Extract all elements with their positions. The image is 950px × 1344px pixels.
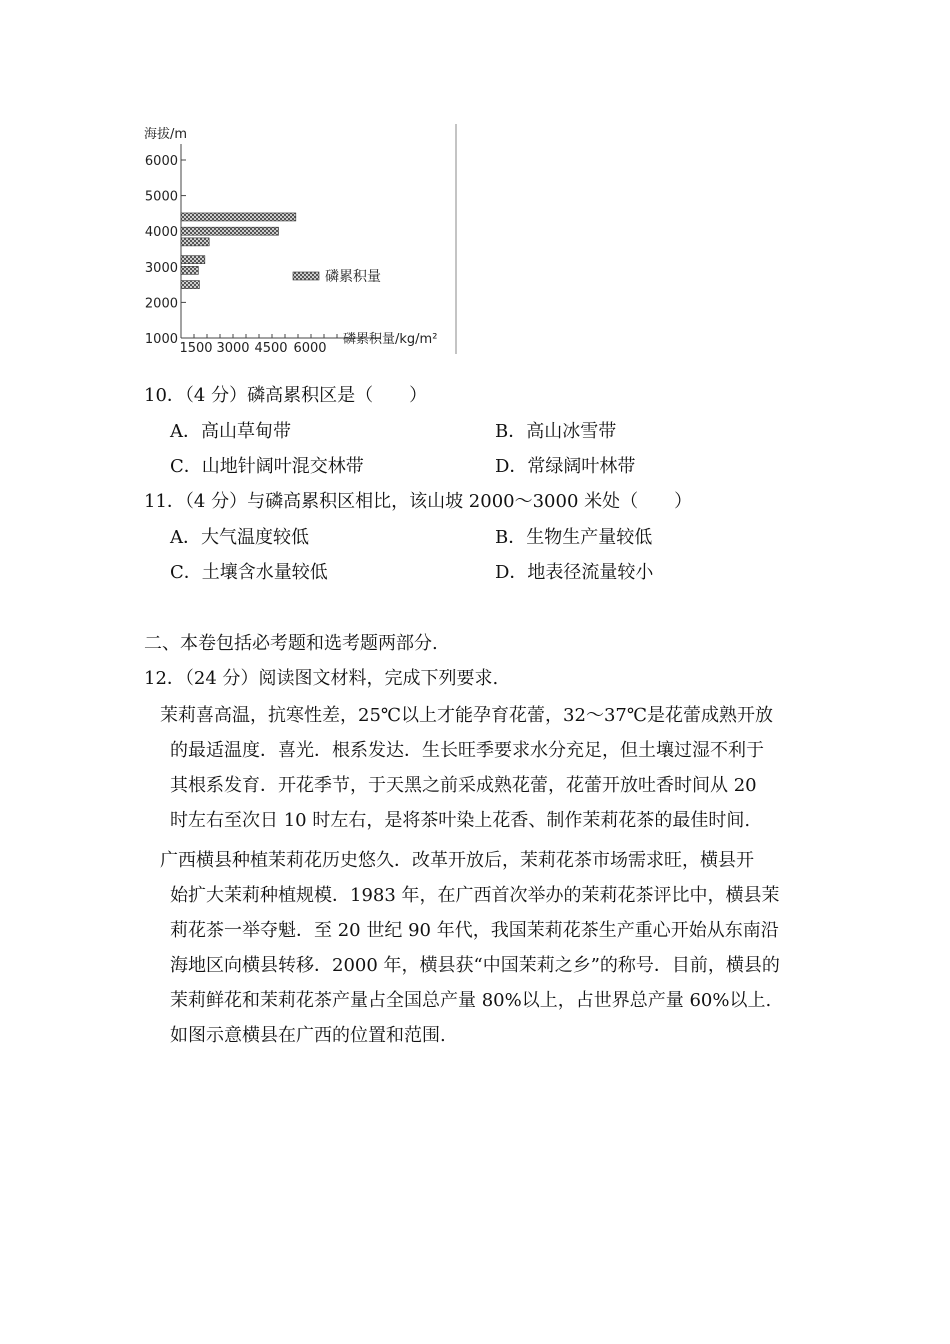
q10-option-d: D．常绿阔叶林带 (495, 456, 636, 477)
paragraph-line: 莉花茶一举夺魁．至 20 世纪 90 年代，我国茉莉花茶生产重心开始从东南沿 (170, 920, 779, 941)
x-axis-label: 磷累积量/kg/m² (343, 332, 438, 347)
y-axis-label: 海拔/m (144, 127, 188, 142)
q11-option-b: B．生物生产量较低 (495, 527, 653, 548)
q12-stem: 12．（24 分）阅读图文材料，完成下列要求. (144, 668, 499, 689)
q11-option-d: D．地表径流量较小 (495, 562, 654, 583)
paragraph-line: 广西横县种植茉莉花历史悠久．改革开放后，茉莉花茶市场需求旺，横县开 (160, 850, 754, 871)
q11-option-a: A．大气温度较低 (170, 527, 309, 548)
q10-option-b: B．高山冰雪带 (495, 421, 617, 442)
q11-stem: 11．（4 分）与磷高累积区相比，该山坡 2000～3000 米处（ ） (144, 491, 693, 512)
bar (181, 266, 198, 274)
phosphorus-altitude-chart (140, 118, 470, 360)
paragraph-line: 海地区向横县转移．2000 年，横县获“中国茉莉之乡”的称号．目前，横县的 (170, 955, 780, 976)
y-tick-label: 5000 (144, 189, 178, 205)
bar (181, 256, 205, 264)
bar (181, 227, 279, 235)
x-tick-label: 3000 (216, 341, 250, 356)
q12-paragraph-1 (160, 698, 773, 838)
legend-label: 磷累积量 (325, 269, 381, 285)
bar (181, 238, 209, 246)
paragraph-line: 的最适温度．喜光．根系发达．生长旺季要求水分充足，但土壤过湿不利于 (170, 740, 764, 761)
x-tick-label: 6000 (293, 341, 327, 356)
paragraph-line: 茉莉鲜花和茉莉花茶产量占全国总产量 80%以上，占世界总产量 60%以上. (170, 990, 772, 1011)
q10-option-a: A．高山草甸带 (170, 421, 291, 442)
y-tick-label: 1000 (144, 332, 178, 347)
bar (181, 281, 199, 289)
paragraph-line: 如图示意横县在广西的位置和范围. (170, 1025, 446, 1046)
y-tick-label: 3000 (144, 260, 178, 276)
legend-swatch (293, 272, 319, 280)
paragraph-line: 其根系发育．开花季节，于天黑之前采成熟花蕾，花蕾开放吐香时间从 20 (170, 775, 757, 796)
bar (181, 213, 296, 221)
q12-paragraph-2 (160, 843, 780, 1053)
x-tick-label: 1500 (179, 341, 213, 356)
y-tick-label: 6000 (144, 154, 178, 169)
paragraph-line: 时左右至次日 10 时左右，是将茶叶染上花香、制作茉莉花茶的最佳时间. (170, 810, 751, 831)
section-heading: 二、本卷包括必考题和选考题两部分. (144, 633, 438, 654)
q10-option-c: C．山地针阔叶混交林带 (170, 456, 364, 477)
q11-option-c: C．土壤含水量较低 (170, 562, 328, 583)
q10-stem: 10．（4 分）磷高累积区是（ ） (144, 385, 428, 406)
x-tick-label: 4500 (254, 341, 288, 356)
y-tick-label: 2000 (144, 296, 178, 312)
paragraph-line: 始扩大茉莉种植规模．1983 年，在广西首次举办的茉莉花茶评比中，横县茉 (170, 885, 780, 906)
paragraph-line: 茉莉喜高温，抗寒性差，25℃以上才能孕育花蕾，32～37℃是花蕾成熟开放 (160, 705, 773, 726)
y-tick-label: 4000 (144, 225, 178, 241)
